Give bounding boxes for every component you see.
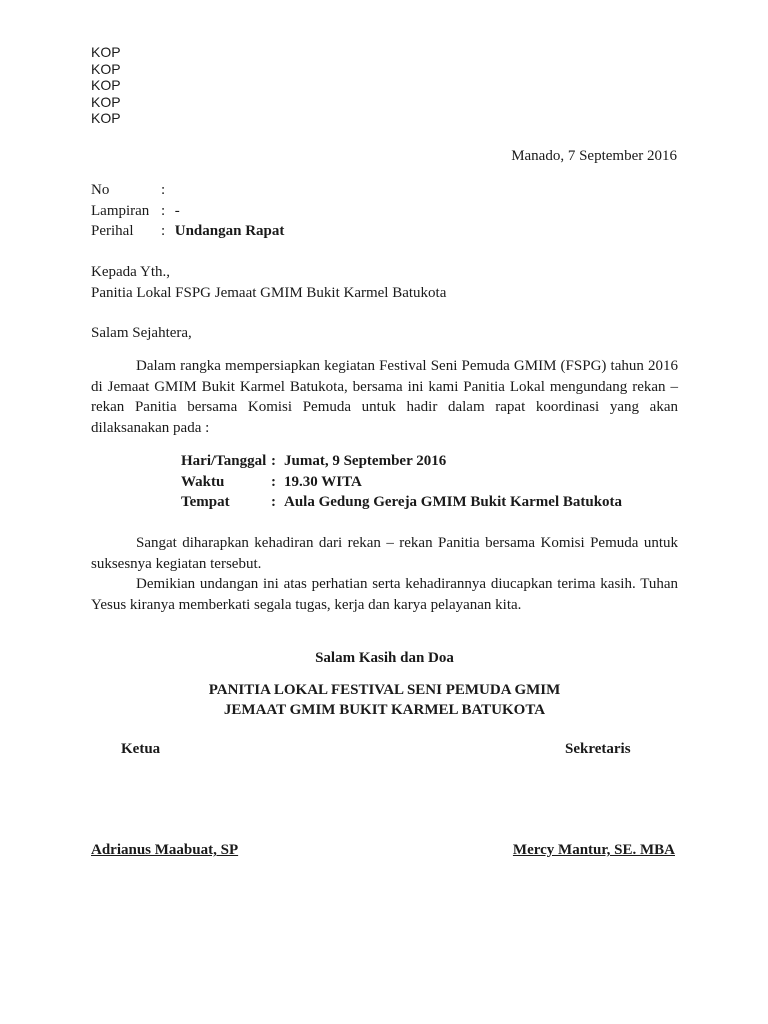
- letterhead-line: KOP: [91, 60, 121, 77]
- detail-day-sep: :: [271, 453, 276, 469]
- committee-name: PANITIA LOKAL FESTIVAL SENI PEMUDA GMIM: [208, 682, 561, 698]
- detail-time-label: Waktu: [181, 473, 225, 490]
- paragraph-text: Demikian undangan ini atas perhatian serta kehadirannya diucapkan terima kasih. Tuhan Yesus kiranya memberkati segala tugas, kerja dan karya pelayanan kita.: [91, 576, 678, 613]
- chairman-name: Adrianus Maabuat, SP: [91, 842, 239, 858]
- meta-row-lampiran: [91, 201, 284, 222]
- letterhead-line: KOP: [91, 77, 121, 94]
- meta-perihal-label: Perihal: [91, 223, 134, 239]
- meta-lampiran-value: -: [171, 202, 180, 219]
- greeting: Salam Sejahtera,: [91, 325, 192, 341]
- secretary-name: Mercy Mantur, SE. MBA: [512, 842, 675, 858]
- detail-place-label: Tempat: [181, 494, 230, 510]
- paragraph-text: Sangat diharapkan kehadiran dari rekan – rekan Panitia bersama Komisi Pemuda untuk suksesnya kegiatan tersebut.: [91, 535, 678, 572]
- detail-time-value: 19.30 WITA: [284, 473, 362, 490]
- detail-row-time: [181, 472, 622, 493]
- recipient-salutation: Kepada Yth.,: [91, 264, 170, 280]
- detail-place-sep: :: [271, 494, 276, 510]
- body-paragraph-expectation: [91, 533, 678, 574]
- body-paragraph-closing: [91, 574, 678, 615]
- meta-no-label: No: [91, 182, 110, 198]
- detail-row-day: [181, 451, 622, 472]
- meta-no-sep: :: [161, 182, 166, 198]
- letter-meta: [91, 180, 284, 242]
- secretary-role: Sekretaris: [565, 741, 631, 757]
- letterhead: [91, 44, 121, 127]
- detail-day-value: Jumat, 9 September 2016: [284, 453, 447, 469]
- meta-lampiran-sep: :: [161, 202, 166, 219]
- letter-date: Manado, 7 September 2016: [511, 148, 677, 164]
- letterhead-line: KOP: [91, 110, 121, 127]
- recipient-name: Panitia Lokal FSPG Jemaat GMIM Bukit Karmel Batukota: [91, 284, 447, 301]
- meta-row-perihal: [91, 221, 284, 242]
- paragraph-text: Dalam rangka mempersiapkan kegiatan Festival Seni Pemuda GMIM (FSPG) tahun 2016 di Jemaat GMIM Bukit Karmel Batukota, bersama ini kami Panitia Lokal mengundang rekan – rekan Panitia bersama Komisi Pemuda untuk hadir dalam rapat koordinasi yang akan dilaksanakan pada :: [91, 358, 678, 436]
- meta-perihal-sep: :: [161, 223, 166, 239]
- recipient-block: [91, 262, 446, 303]
- detail-place-value: Aula Gedung Gereja GMIM Bukit Karmel Batukota: [284, 494, 623, 510]
- detail-day-label: Hari/Tanggal: [181, 453, 267, 469]
- chairman-role: Ketua: [121, 741, 161, 757]
- body-paragraph-invitation: [91, 356, 678, 438]
- meta-lampiran-label: Lampiran: [91, 202, 150, 219]
- meta-perihal-value: Undangan Rapat: [171, 223, 285, 239]
- letterhead-line: KOP: [91, 44, 121, 60]
- congregation-name: JEMAAT GMIM BUKIT KARMEL BATUKOTA: [223, 702, 546, 718]
- closing-salutation: Salam Kasih dan Doa: [315, 650, 454, 666]
- detail-row-place: [181, 492, 622, 513]
- letterhead-line: KOP: [91, 93, 121, 110]
- detail-time-sep: :: [271, 473, 276, 490]
- meta-row-no: [91, 180, 284, 201]
- meeting-details: [181, 451, 622, 513]
